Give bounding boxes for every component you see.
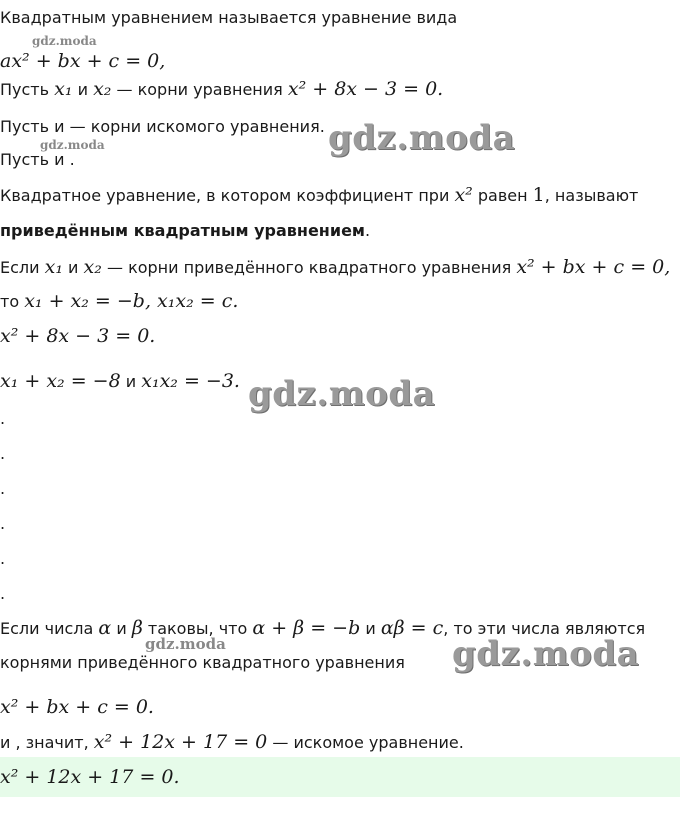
let-line: Пусть и . (0, 150, 75, 169)
converse-vieta-line-2: корнями приведённого квадратного уравнения (0, 653, 405, 672)
converse-vieta-line: Если числа α и β таковы, что α + β = −b и αβ = c, то эти числа являются (0, 617, 646, 639)
conclusion-line: и , значит, x² + 12x + 17 = 0 — искомое уравнение. (0, 731, 464, 753)
vieta-formula-line: то x₁ + x₂ = −b, x₁x₂ = c. (0, 290, 239, 312)
dot-line: . (0, 444, 6, 463)
dot-line: . (0, 514, 6, 533)
dot-line: . (0, 409, 6, 428)
watermark-large-2: gdz.moda (248, 374, 436, 414)
reduced-term: приведённым квадратным уравнением (0, 221, 365, 240)
general-quadratic-formula: ax² + bx + c = 0, (0, 50, 166, 72)
watermark-small-2: gdz.moda (40, 138, 105, 152)
dot-line: . (0, 584, 6, 603)
definition-text: Квадратным уравнением называется уравнение вида (0, 8, 458, 27)
watermark-small-3: gdz.moda (145, 635, 226, 653)
reduced-equation: x² + bx + c = 0. (0, 696, 154, 718)
reduced-definition-line: Квадратное уравнение, в котором коэффициент при x² равен 1, называют (0, 184, 639, 206)
sought-roots-line: Пусть и — корни искомого уравнения. (0, 117, 325, 136)
vieta-condition-line: Если x₁ и x₂ — корни приведённого квадратного уравнения x² + bx + c = 0, (0, 256, 671, 278)
watermark-large-1: gdz.moda (328, 118, 516, 158)
watermark-large-3: gdz.moda (452, 634, 640, 674)
dot-line: . (0, 549, 6, 568)
vieta-values-line: x₁ + x₂ = −8 и x₁x₂ = −3. (0, 370, 240, 392)
watermark-small: gdz.moda (32, 34, 97, 48)
dot-line: . (0, 479, 6, 498)
reduced-term-line: приведённым квадратным уравнением. (0, 221, 371, 240)
roots-line: Пусть x₁ и x₂ — корни уравнения x² + 8x − 3 = 0. (0, 78, 444, 100)
given-equation: x² + 8x − 3 = 0. (0, 325, 156, 347)
answer-equation: x² + 12x + 17 = 0. (0, 766, 180, 788)
definition-line (0, 7, 457, 29)
